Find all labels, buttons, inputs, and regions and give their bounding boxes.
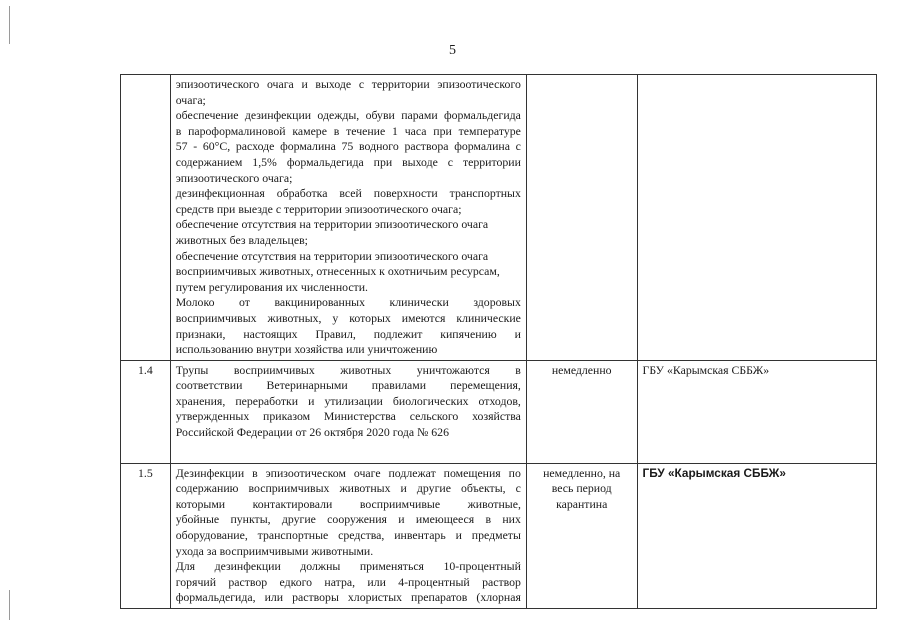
row-number: 1.5 [121,463,171,608]
term-cell [526,75,637,361]
measure-text-line: оборудование, транспортные средства, инвентарь и предметы [175,528,521,543]
measure-text-line: очага; [175,92,206,107]
measure-cell [170,360,526,463]
measure-text-line: животных без владельцев; [175,232,308,247]
measure-text-line: путем регулирования их численности. [175,279,368,294]
measure-text-line: Трупы восприимчивых животных уничтожаются в [175,362,521,377]
measure-text-line: Молоко от вакцинированных клинически здоровых [175,295,521,310]
scan-margin-line-bottom [9,590,10,620]
table-row [121,463,877,608]
measure-text-line: содержанию восприимчивых животных и другие объекты, с [175,481,521,496]
term-cell [526,360,637,463]
measures-table [120,74,877,609]
measure-text-line: обеспечение отсутствия на территории эпизоотического очага [175,217,489,232]
measure-text-line: утвержденных приказом Министерства сельского хозяйства [175,409,521,424]
responsible-cell: ГБУ «Карымская СББЖ» [637,360,877,463]
measure-text-line: хранения, переработки и утилизации биологических отходов, [175,393,521,408]
term-text-line: весь период [551,481,612,496]
measure-text-line: горячий раствор едкого натра, или 4-процентный раствор [175,574,521,589]
measure-text-line: восприимчивых животных, у которых имеются клинические [175,310,521,325]
responsible-cell [637,75,877,361]
term-text-line: немедленно, на [543,465,621,480]
measure-text-line: формальдегида, или растворы хлористых препаратов (хлорная [175,590,521,605]
measure-text-line: соответствии Ветеринарными правилами перемещения, [175,378,521,393]
measure-text-line: восприимчивых животных, отнесенных к охотничьим ресурсам, [175,264,500,279]
measure-text-line: средств при выезде с территории эпизоотического очага; [175,201,462,216]
measure-text-line: признаки, настоящих Правил, подлежит кипячению и [175,326,521,341]
measure-text-line: убойные пункты, другие сооружения и имеющееся в них [175,512,521,527]
measure-text-line: Российской Федерации от 26 октября 2020 года № 626 [175,425,449,440]
measure-text-line: Для дезинфекции должны применяться 10-процентный [175,559,521,574]
term-text-line: карантина [556,496,608,511]
measure-text-line: эпизоотического очага и выходе с территории эпизоотического [175,77,521,91]
measure-cell [170,75,526,361]
measure-text-line: использованию внутри хозяйства или уничтожению [175,342,438,357]
row-number: 1.4 [121,360,171,463]
measure-text-line: в пароформалиновой камере в течение 1 часа при температуре [175,123,521,138]
measure-text-line: эпизоотического очага; [175,170,293,185]
term-text-line: немедленно [551,362,612,377]
measure-text-line: содержанием 1,5% формальдегида при выходе с территории [175,154,521,169]
scan-margin-line-top [9,6,10,44]
term-cell [526,463,637,608]
page-number: 5 [449,43,456,58]
measure-text-line: обеспечение отсутствия на территории эпизоотического очага [175,248,489,263]
row-number [121,75,171,361]
measure-text-line: Дезинфекции в эпизоотическом очаге подлежат помещения по [175,465,521,480]
measure-text-line: 57 - 60°C, расходе формалина 75 водного раствора формалина с [175,139,521,154]
responsible-cell: ГБУ «Карымская СББЖ» [637,463,877,608]
measure-text-line: которыми контактировали восприимчивые животные, [175,496,521,511]
measure-cell [170,463,526,608]
measure-text-line: дезинфекционная обработка всей поверхности транспортных [175,186,521,201]
table-row [121,75,877,361]
table-row [121,360,877,463]
measure-text-line: обеспечение дезинфекции одежды, обуви парами формальдегида [175,108,521,123]
measure-text-line: ухода за восприимчивыми животными. [175,543,374,558]
